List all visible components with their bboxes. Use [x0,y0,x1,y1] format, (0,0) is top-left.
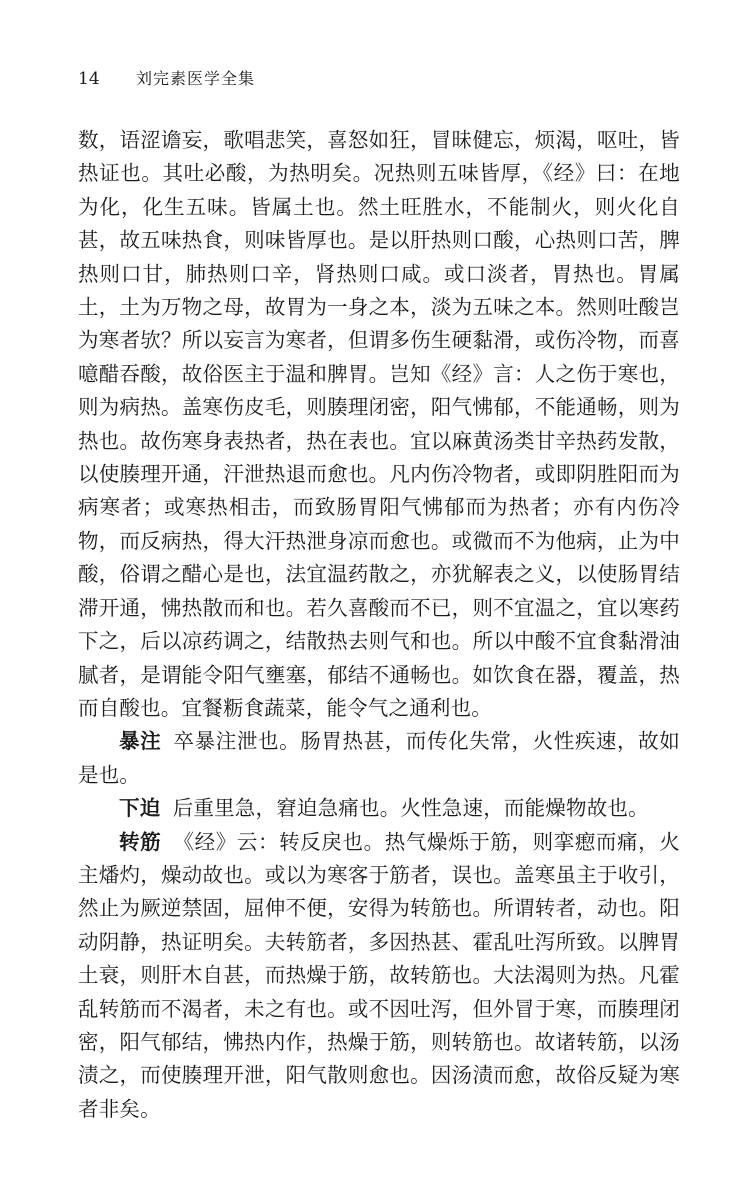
entry-term: 转筋 [119,829,162,854]
entry-baozhu [78,725,680,792]
entry-term: 下迫 [119,796,161,821]
book-title: 刘完素医学全集 [136,69,256,88]
page-number: 14 [78,69,100,89]
paragraph-continuation [78,124,680,725]
entry-text: 卒暴注泄也。肠胃热甚，而传化失常，火性疾速，故如是也。 [78,729,680,787]
entry-zhuanjin [78,826,680,1127]
entry-term: 暴注 [119,729,162,754]
entry-xiapo [78,792,680,825]
running-header [78,66,680,96]
body-text [78,124,680,1126]
entry-text: 后重里急，窘迫急痛也。火性急速，而能燥物故也。 [172,796,649,821]
paragraph-text: 数，语涩谵妄，歌唱悲笑，喜怒如狂，冒昧健忘，烦渴，呕吐，皆热证也。其吐必酸，为热明矣。况热则五味皆厚，《经》曰：在地为化，化生五味。皆属土也。然土旺胜水，不能制火，则火化自甚，故五味热食，则味皆厚也。是以肝热则口酸，心热则口苦，脾热则口甘，肺热则口辛，肾热则口咸。或口淡者，胃热也。胃属土，土为万物之母，故胃为一身之本，淡为五味之本。然则吐酸岂为寒者欤？所以妄言为寒者，但谓多伤生硬黏滑，或伤冷物，而喜噫醋吞酸，故俗医主于温和脾胃。岂知《经》言：人之伤于寒也，则为病热。盖寒伤皮毛，则腠理闭密，阳气怫郁，不能通畅，则为热也。故伤寒身表热者，热在表也。宜以麻黄汤类甘辛热药发散，以使腠理开通，汗泄热退而愈也。凡内伤冷物者，或即阴胜阳而为病寒者；或寒热相击，而致肠胃阳气怫郁而为热者；亦有内伤冷物，而反病热，得大汗热泄身凉而愈也。或微而不为他病，止为中酸，俗谓之醋心是也，法宜温药散之，亦犹解表之义，以使肠胃结滞开通，怫热散而和也。若久喜酸而不已，则不宜温之，宜以寒药下之，后以凉药调之，结散热去则气和也。所以中酸不宜食黏滑油腻者，是谓能令阳气壅塞，郁结不通畅也。如饮食在器，覆盖，热而自酸也。宜餐粝食蔬菜，能令气之通利也。 [78,128,680,720]
entry-text: 《经》云：转反戾也。热气燥烁于筋，则挛瘛而痛，火主燔灼，燥动故也。或以为寒客于筋者，误也。盖寒虽主于收引，然止为厥逆禁固，屈伸不便，安得为转筋也。所谓转者，动也。阳动阴静，热证明矣。夫转筋者，多因热甚、霍乱吐泻所致。以脾胃土衰，则肝木自甚，而热燥于筋，故转筋也。大法渴则为热。凡霍乱转筋而不渴者，未之有也。或不因吐泻，但外冒于寒，而腠理闭密，阳气郁结，怫热内作，热燥于筋，则转筋也。故诸转筋，以汤渍之，而使腠理开泄，阳气散则愈也。因汤渍而愈，故俗反疑为寒者非矣。 [78,829,680,1121]
